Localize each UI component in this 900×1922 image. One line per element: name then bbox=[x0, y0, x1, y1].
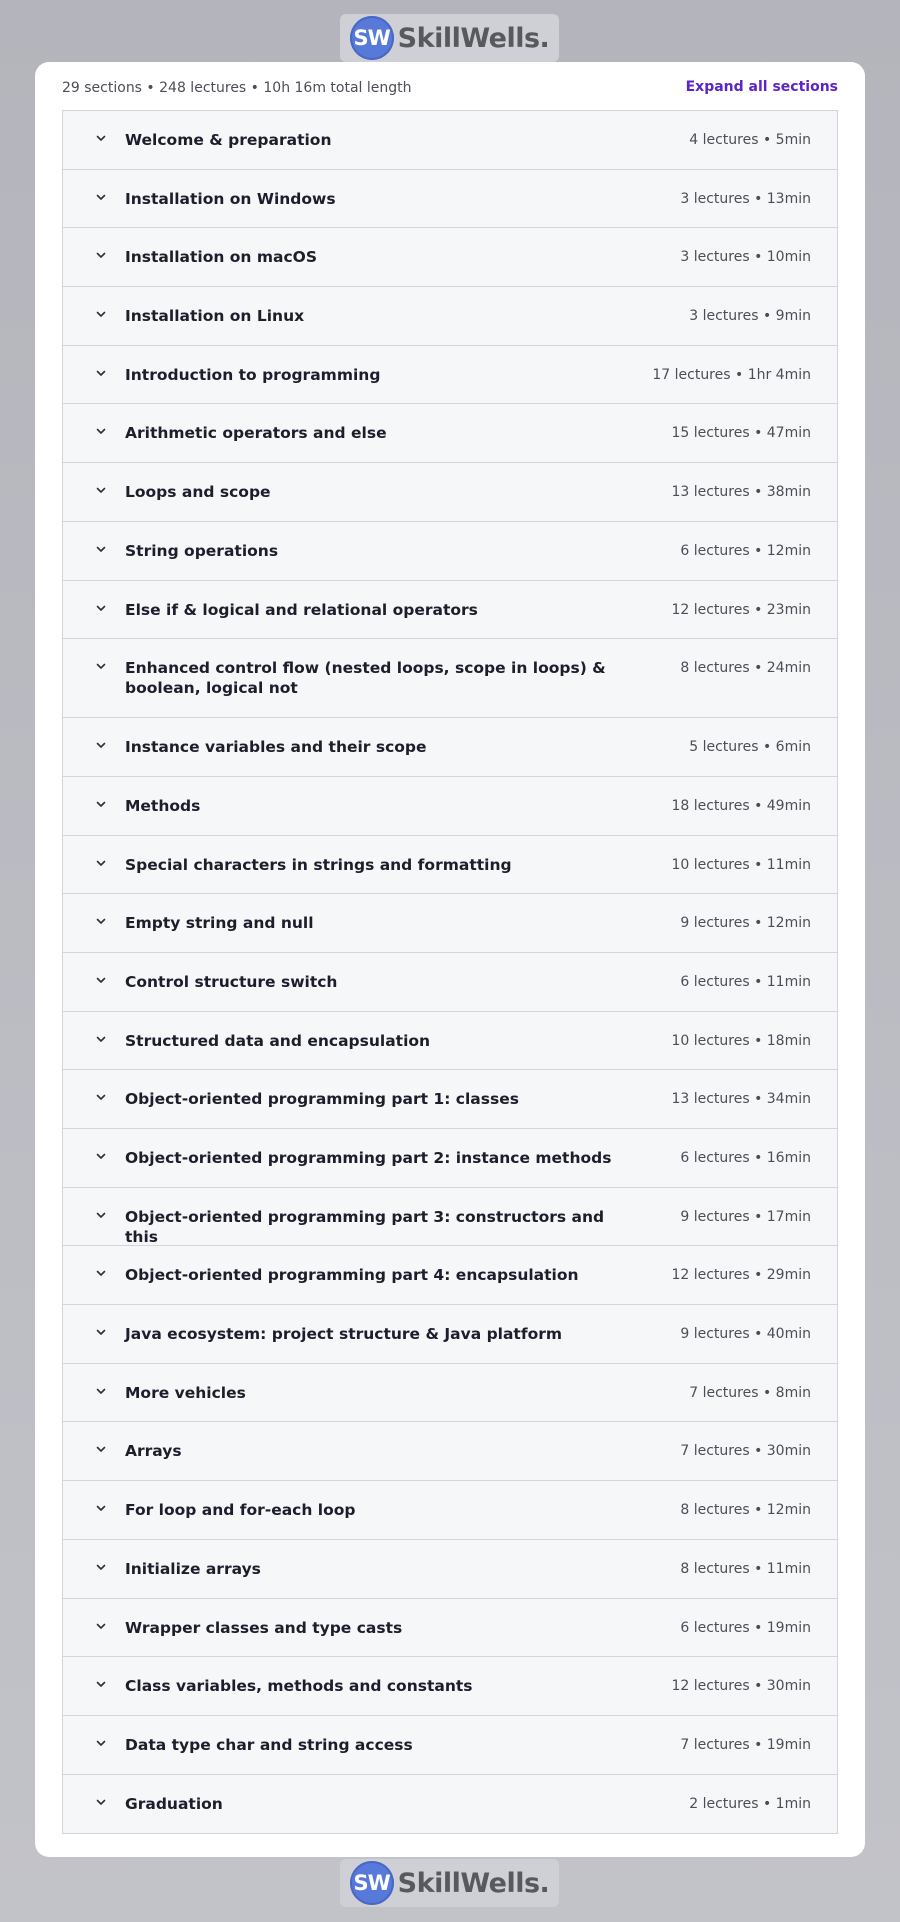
section-row[interactable] bbox=[63, 1775, 837, 1834]
section-title: Arithmetic operators and else bbox=[125, 424, 387, 443]
chevron-down-icon bbox=[95, 1267, 107, 1279]
section-title: Class variables, methods and constants bbox=[125, 1677, 473, 1696]
logo-text: SkillWells. bbox=[397, 22, 550, 54]
section-meta: 10 lectures • 11min bbox=[671, 856, 811, 873]
course-content-card bbox=[35, 62, 865, 1857]
chevron-down-icon bbox=[95, 974, 107, 986]
chevron-down-icon bbox=[95, 1326, 107, 1338]
section-title: Wrapper classes and type casts bbox=[125, 1618, 403, 1637]
section-title: Data type char and string access bbox=[125, 1735, 413, 1754]
chevron-down-icon bbox=[95, 915, 107, 927]
section-row[interactable] bbox=[63, 228, 837, 287]
section-row[interactable] bbox=[63, 1188, 837, 1247]
section-title: Initialize arrays bbox=[125, 1559, 261, 1578]
section-title: Loops and scope bbox=[125, 483, 271, 502]
section-title: Arrays bbox=[125, 1442, 182, 1461]
chevron-down-icon bbox=[95, 367, 107, 379]
section-meta: 7 lectures • 19min bbox=[680, 1736, 811, 1753]
chevron-down-icon bbox=[95, 484, 107, 496]
section-row[interactable] bbox=[63, 1540, 837, 1599]
section-meta: 18 lectures • 49min bbox=[671, 797, 811, 814]
section-row[interactable] bbox=[63, 1129, 837, 1188]
section-meta: 6 lectures • 12min bbox=[680, 542, 811, 559]
section-meta: 2 lectures • 1min bbox=[689, 1795, 811, 1812]
logo-mark-icon: SW bbox=[350, 16, 394, 60]
section-title: Object-oriented programming part 4: encapsulation bbox=[125, 1266, 579, 1285]
section-row[interactable] bbox=[63, 522, 837, 581]
section-meta: 9 lectures • 17min bbox=[680, 1208, 811, 1225]
section-title: Installation on Linux bbox=[125, 307, 305, 326]
chevron-down-icon bbox=[95, 1033, 107, 1045]
section-row[interactable] bbox=[63, 1305, 837, 1364]
chevron-down-icon bbox=[95, 308, 107, 320]
section-title: Introduction to programming bbox=[125, 365, 381, 384]
section-meta: 6 lectures • 11min bbox=[680, 973, 811, 990]
section-meta: 5 lectures • 6min bbox=[689, 739, 811, 756]
section-meta: 3 lectures • 9min bbox=[689, 308, 811, 325]
section-row[interactable] bbox=[63, 1481, 837, 1540]
section-meta: 10 lectures • 18min bbox=[671, 1032, 811, 1049]
chevron-down-icon bbox=[95, 1091, 107, 1103]
logo-text: SkillWells. bbox=[397, 1867, 550, 1899]
chevron-down-icon bbox=[95, 739, 107, 751]
section-meta: 12 lectures • 30min bbox=[671, 1678, 811, 1695]
chevron-down-icon bbox=[95, 602, 107, 614]
chevron-down-icon bbox=[95, 191, 107, 203]
section-row[interactable] bbox=[63, 639, 837, 718]
section-meta: 4 lectures • 5min bbox=[689, 132, 811, 148]
sections-accordion bbox=[62, 110, 838, 1834]
section-row[interactable] bbox=[63, 111, 837, 170]
chevron-down-icon bbox=[95, 1150, 107, 1162]
chevron-down-icon bbox=[95, 1796, 107, 1808]
chevron-down-icon bbox=[95, 249, 107, 261]
section-meta: 8 lectures • 11min bbox=[680, 1560, 811, 1577]
section-title: String operations bbox=[125, 541, 279, 560]
expand-all-sections-button[interactable]: Expand all sections bbox=[685, 79, 838, 95]
section-title: Instance variables and their scope bbox=[125, 738, 427, 757]
section-title: Welcome & preparation bbox=[125, 131, 332, 149]
section-row[interactable] bbox=[63, 718, 837, 777]
section-meta: 7 lectures • 8min bbox=[689, 1384, 811, 1401]
chevron-down-icon bbox=[95, 132, 107, 144]
section-title: Else if & logical and relational operators bbox=[125, 600, 478, 619]
chevron-down-icon bbox=[95, 798, 107, 810]
section-row[interactable] bbox=[63, 777, 837, 836]
section-meta: 8 lectures • 24min bbox=[680, 660, 811, 677]
section-meta: 9 lectures • 40min bbox=[680, 1326, 811, 1343]
section-title: Enhanced control flow (nested loops, scope in loops) & boolean, logical not bbox=[125, 659, 606, 698]
chevron-down-icon bbox=[95, 425, 107, 437]
section-meta: 6 lectures • 19min bbox=[680, 1619, 811, 1636]
logo-mark-icon: SW bbox=[350, 1861, 394, 1905]
section-title: Object-oriented programming part 3: constructors and this bbox=[125, 1207, 605, 1246]
section-title: Graduation bbox=[125, 1794, 223, 1813]
section-row[interactable] bbox=[63, 1246, 837, 1305]
section-meta: 13 lectures • 34min bbox=[671, 1091, 811, 1108]
section-title: Control structure switch bbox=[125, 972, 338, 991]
chevron-down-icon bbox=[95, 1561, 107, 1573]
section-row[interactable] bbox=[63, 1070, 837, 1129]
section-meta: 17 lectures • 1hr 4min bbox=[652, 366, 811, 383]
section-row[interactable] bbox=[63, 1012, 837, 1071]
chevron-down-icon bbox=[95, 1443, 107, 1455]
section-row[interactable] bbox=[63, 170, 837, 229]
section-row[interactable] bbox=[63, 953, 837, 1012]
section-title: Installation on macOS bbox=[125, 248, 318, 267]
section-meta: 13 lectures • 38min bbox=[671, 484, 811, 501]
chevron-down-icon bbox=[95, 857, 107, 869]
section-title: Empty string and null bbox=[125, 914, 314, 933]
brand-logo-bottom bbox=[340, 1859, 559, 1907]
chevron-down-icon bbox=[95, 543, 107, 555]
section-meta: 9 lectures • 12min bbox=[680, 915, 811, 932]
curriculum-summary: 29 sections • 248 lectures • 10h 16m total length bbox=[62, 80, 412, 96]
section-meta: 12 lectures • 29min bbox=[671, 1267, 811, 1284]
section-meta: 12 lectures • 23min bbox=[671, 601, 811, 618]
section-row[interactable] bbox=[63, 404, 837, 463]
chevron-down-icon bbox=[95, 1502, 107, 1514]
section-title: Installation on Windows bbox=[125, 189, 336, 208]
section-title: More vehicles bbox=[125, 1383, 246, 1402]
section-row[interactable] bbox=[63, 346, 837, 405]
chevron-down-icon bbox=[95, 1209, 107, 1221]
section-meta: 8 lectures • 12min bbox=[680, 1502, 811, 1519]
section-row[interactable] bbox=[63, 836, 837, 895]
section-title: Java ecosystem: project structure & Java platform bbox=[125, 1325, 563, 1344]
section-title: Object-oriented programming part 2: instance methods bbox=[125, 1149, 612, 1167]
section-meta: 7 lectures • 30min bbox=[680, 1443, 811, 1460]
section-meta: 3 lectures • 10min bbox=[680, 249, 811, 266]
section-row[interactable] bbox=[63, 1657, 837, 1716]
section-row[interactable] bbox=[63, 463, 837, 522]
section-meta: 6 lectures • 16min bbox=[680, 1150, 811, 1166]
section-row[interactable] bbox=[63, 1599, 837, 1658]
section-title: For loop and for-each loop bbox=[125, 1501, 356, 1520]
section-title: Object-oriented programming part 1: classes bbox=[125, 1090, 519, 1109]
section-row[interactable] bbox=[63, 894, 837, 953]
section-meta: 3 lectures • 13min bbox=[680, 190, 811, 207]
section-title: Methods bbox=[125, 796, 201, 815]
section-row[interactable] bbox=[63, 1364, 837, 1423]
section-meta: 15 lectures • 47min bbox=[671, 425, 811, 442]
section-row[interactable] bbox=[63, 1716, 837, 1775]
section-row[interactable] bbox=[63, 1422, 837, 1481]
section-row[interactable] bbox=[63, 581, 837, 640]
section-row[interactable] bbox=[63, 287, 837, 346]
section-title: Structured data and encapsulation bbox=[125, 1031, 431, 1050]
chevron-down-icon bbox=[95, 1620, 107, 1632]
chevron-down-icon bbox=[95, 1737, 107, 1749]
chevron-down-icon bbox=[95, 1678, 107, 1690]
chevron-down-icon bbox=[95, 1385, 107, 1397]
brand-logo-top bbox=[340, 14, 559, 62]
section-title: Special characters in strings and formatting bbox=[125, 855, 512, 874]
chevron-down-icon bbox=[95, 660, 107, 672]
